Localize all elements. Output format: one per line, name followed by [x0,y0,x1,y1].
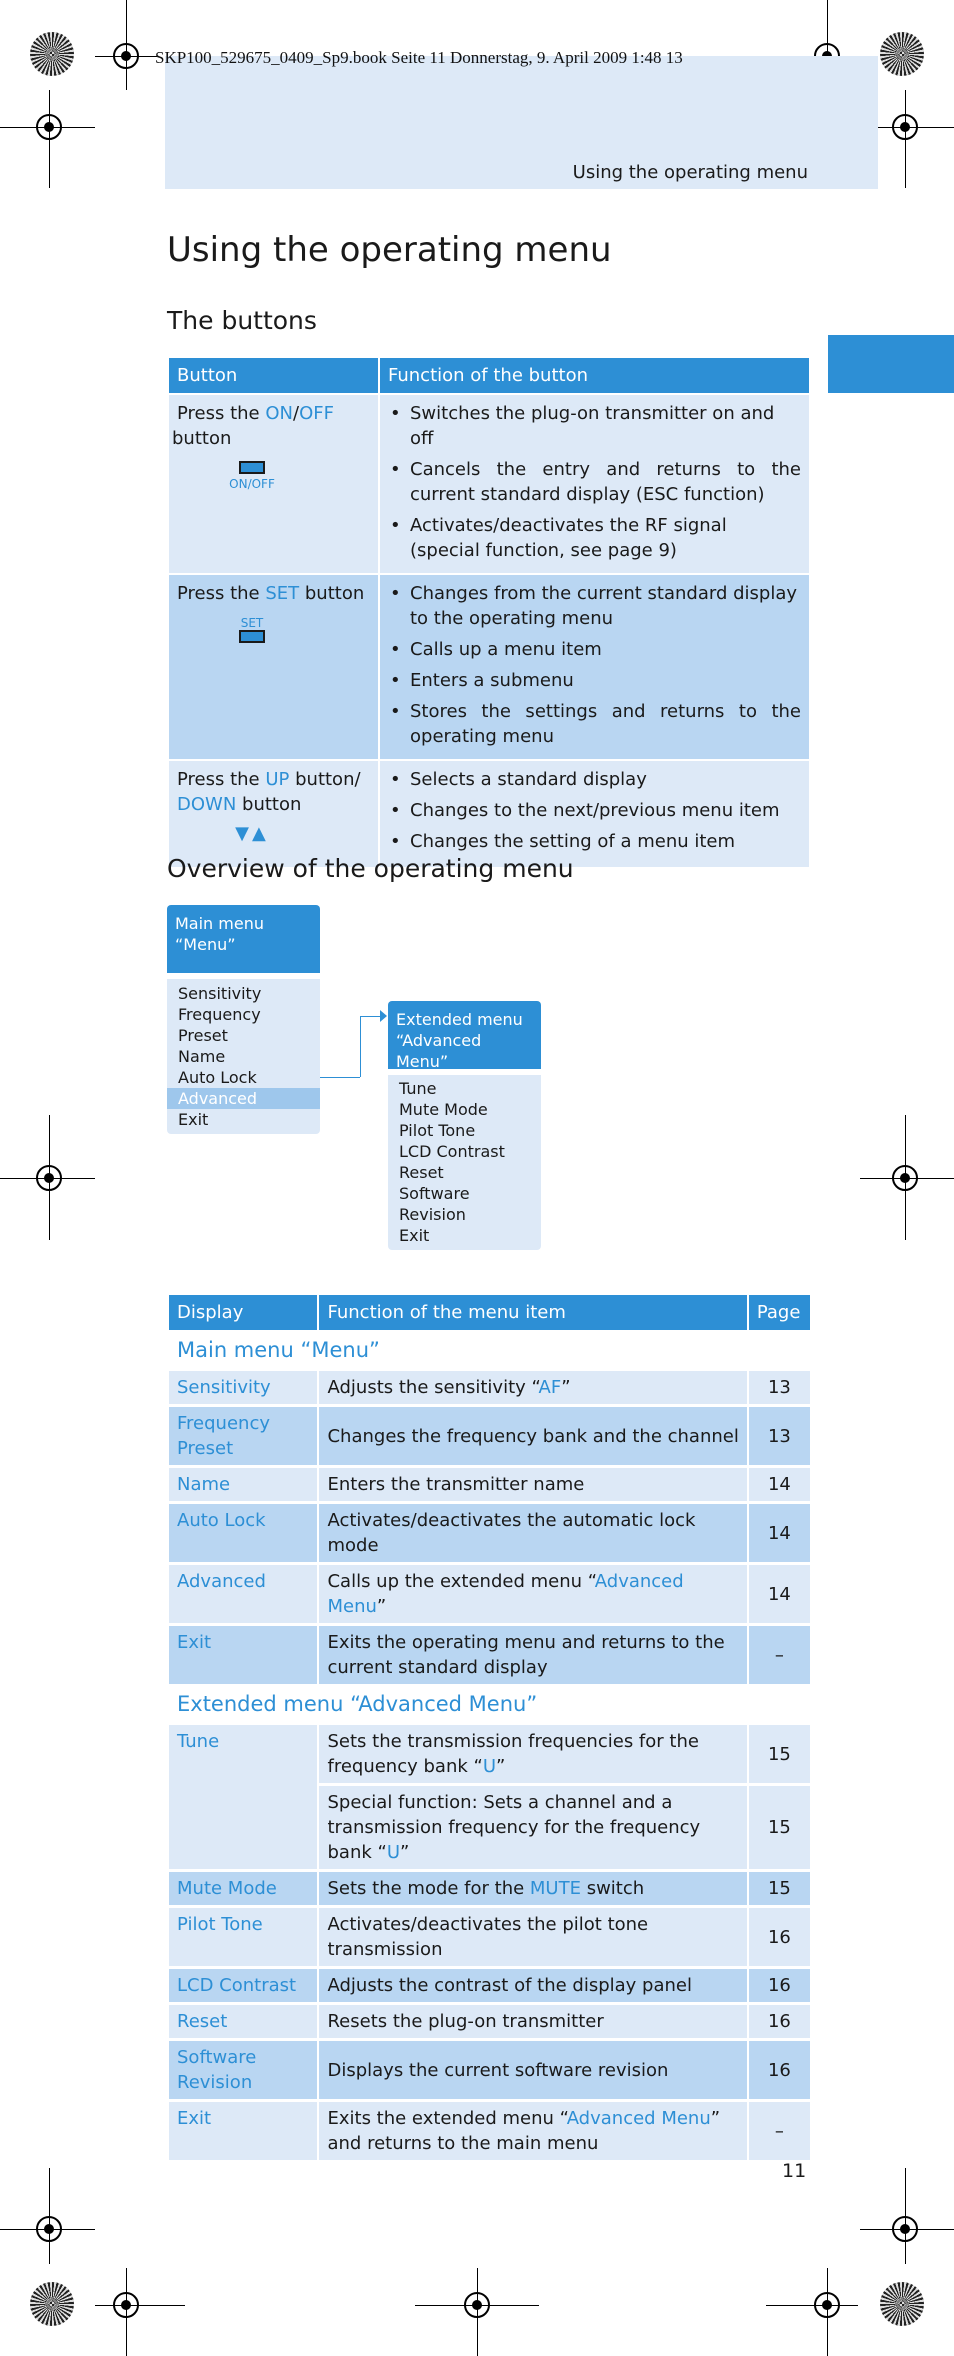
running-header: Using the operating menu [572,162,808,183]
table-row-set [169,575,809,759]
menu-item: LCD Contrast [399,1142,505,1161]
col-function-header: Function of the button [380,358,809,393]
table-row: Software Revision Displays the current software revision 16 [169,2041,810,2099]
function-cell [380,575,809,759]
buttons-heading: The buttons [167,306,317,335]
table-row: Exit Exits the operating menu and returns to the current standard display – [169,1626,810,1684]
menu-item: Software Revision [399,1184,470,1224]
print-slug: SKP100_529675_0409_Sp9.book Seite 11 Donnerstag, 9. April 2009 1:48 13 [155,48,683,67]
list-item: • Changes to the next/previous menu item [388,798,801,823]
menu-item: Mute Mode [399,1100,488,1119]
list-item: • Changes from the current standard display to the operating menu [388,581,801,631]
table-row: Special function: Sets a channel and a transmission frequency for the frequency bank “U” 15 [169,1786,810,1869]
table-row-onoff [169,395,809,573]
table-row: Auto Lock Activates/deactivates the automatic lock mode 14 [169,1504,810,1562]
list-item: • Stores the settings and returns to the operating menu [388,699,801,749]
button-cell: Press the SET button SET [169,575,378,759]
function-cell [380,761,809,867]
list-item: • Activates/deactivates the RF signal (special function, see page 9) [388,513,801,563]
registration-rosette [880,32,924,76]
menu-item: Pilot Tone [399,1121,476,1140]
col-function-header: Function of the menu item [319,1295,746,1330]
set-button-icon: SET [177,616,327,646]
onoff-button-icon: ON/OFF [177,461,327,491]
table-row: LCD Contrast Adjusts the contrast of the display panel 16 [169,1969,810,2002]
table-row: Reset Resets the plug-on transmitter 16 [169,2005,810,2038]
col-button-header: Button [169,358,378,393]
extended-menu-title: Extended menu “Advanced Menu” [388,1001,541,1069]
registration-rosette [880,2282,924,2326]
menu-connector [320,1077,360,1078]
menu-item: Tune [399,1079,437,1098]
col-display-header: Display [169,1295,317,1330]
col-page-header: Page [749,1295,810,1330]
table-header-row [169,358,809,393]
page-title: Using the operating menu [167,230,612,270]
table-row: Sensitivity Adjusts the sensitivity “AF” 13 [169,1371,810,1404]
list-item: • Enters a submenu [388,668,801,693]
page-number: 11 [782,2160,807,2182]
overview-heading: Overview of the operating menu [167,854,574,883]
table-row: Pilot Tone Activates/deactivates the pilot tone transmission 16 [169,1908,810,1966]
registration-rosette [30,2282,74,2326]
menu-item-highlighted: Advanced [167,1088,320,1109]
table-row: Mute Mode Sets the mode for the MUTE switch 15 [169,1872,810,1905]
list-item: • Calls up a menu item [388,637,801,662]
table-row: Advanced Calls up the extended menu “Advanced Menu” 14 [169,1565,810,1623]
list-item: • Cancels the entry and returns to the current standard display (ESC function) [388,457,801,507]
table-row: Exit Exits the extended menu “Advanced Menu” and returns to the main menu – [169,2102,810,2160]
buttons-table [167,356,811,869]
button-cell: Press the UP button/ DOWN button ▼▲ [169,761,378,867]
menu-item: Name [178,1047,226,1066]
menu-connector [360,1016,361,1077]
section-row-extended: Extended menu “Advanced Menu” [177,1692,538,1716]
connector-arrow-icon [380,1010,387,1022]
table-row: Frequency Preset Changes the frequency bank and the channel 13 [169,1407,810,1465]
list-item: • Switches the plug-on transmitter on and off [388,401,801,451]
table-row-updown [169,761,809,867]
menu-item: Reset [399,1163,444,1182]
section-row-main: Main menu “Menu” [177,1338,380,1362]
function-cell [380,395,809,573]
registration-rosette [30,32,74,76]
extended-menu-list [388,1075,541,1250]
menu-item: Exit [399,1226,430,1245]
table-header-row [169,1295,810,1330]
main-menu-list [167,979,320,1134]
menu-item: Auto Lock [178,1068,257,1087]
chapter-tab [828,335,954,393]
menu-item: Exit [178,1110,209,1129]
table-row: Name Enters the transmitter name 14 [169,1468,810,1501]
menu-items-table [167,1292,812,2163]
list-item: • Selects a standard display [388,767,801,792]
list-item: • Changes the setting of a menu item [388,829,801,854]
menu-item: Sensitivity [178,984,262,1003]
button-cell: Press the ON/OFF button ON/OFF [169,395,378,573]
menu-item: Frequency Preset [178,1005,261,1045]
main-menu-title: Main menu “Menu” [167,905,320,973]
table-row: Tune Sets the transmission frequencies for the frequency bank “U” 15 [169,1725,810,1783]
up-down-arrows-icon: ▼▲ [235,823,269,844]
